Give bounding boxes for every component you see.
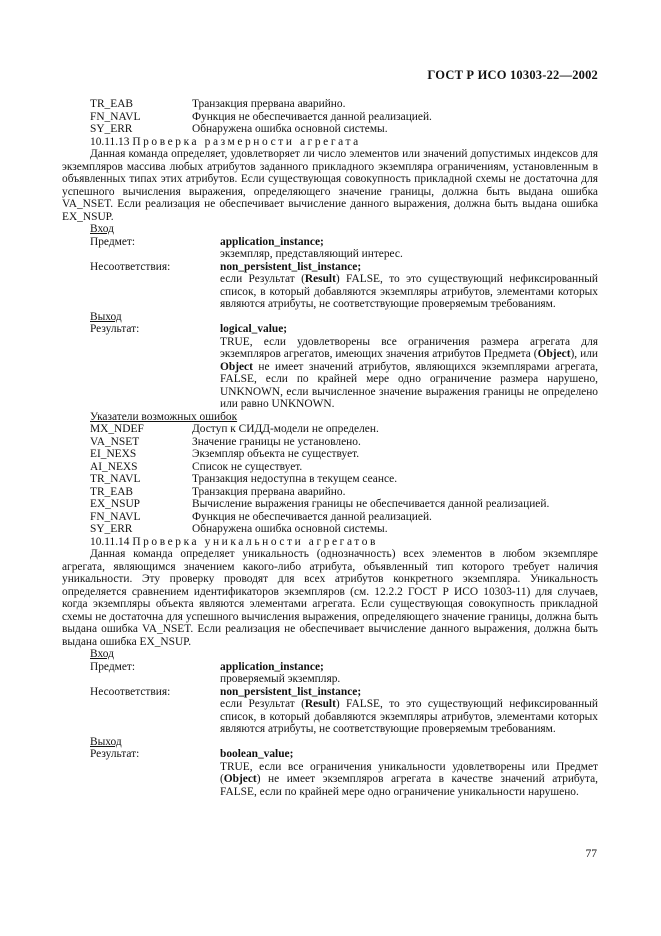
field-desc-part: не имеет значений атрибутов, являющихся экземплярами агрегата, FALSE, если по крайней мере одно ограничение размера нарушено, UNKNOWN, если вычисленное значение выражения границы не определено или равно UNKNOWN. [220, 360, 598, 410]
section-number: 10.11.14 [90, 535, 130, 548]
error-row [62, 123, 598, 136]
error-row [62, 436, 598, 449]
field-label: Результат: [90, 748, 140, 760]
field-desc-part: TRUE, если удовлетворены все ограничения размера агрегата для экземпляров агрегатов, имеющих значения атрибутов Предмета ( [220, 335, 598, 360]
output-label: Выход [90, 735, 122, 748]
output-label: Выход [90, 310, 122, 323]
field-label: Предмет: [90, 235, 136, 248]
section-paragraph: Данная команда определяет уникальность (однозначность) всех элементов в любом экземпляре агрегата, являющимся значением какого-либо атрибута, объявленный тип которого требует наличия уникальности. Эту проверку проводят для всех атрибутов конкретного экземпляра. Уникальность определяется сравнением идентификаторов экземпляров (см. 12.2.2 ГОСТ Р ИСО 10303-11) для случаев, когда экземпляры объекта являются элементами агрегата. Если существующая совокупность прикладной схемы не достаточна для успешного вычисления выражения, определяющего значение границы, должна быть выдана ошибка VA_NSET. Если реализация не обеспечивает вычисление данного выражения, должна быть выдана ошибка EX_NSUP. [62, 548, 598, 648]
error-code: AI_NEXS [90, 460, 138, 473]
noncompliance-field [62, 261, 598, 311]
error-desc: Функция не обеспечивается данной реализацией. [192, 110, 432, 123]
field-type: logical_value; [220, 323, 288, 335]
field-desc-part: ) FALSE, то это существующий нефиксированный список, в который добавляются экземпляры атрибутов, элементами которых являются атрибуты, не соответствующие проверяемым требованиям. [220, 698, 598, 735]
field-label: Несоответствия: [90, 685, 171, 698]
field-label: Предмет: [90, 660, 136, 673]
error-desc: Доступ к СИДД-модели не определен. [192, 423, 379, 435]
field-desc-part: ) не имеет экземпляров агрегата в качестве значений атрибута, FALSE, если по крайней мере одно ограничение уникальности нарушено. [220, 773, 598, 798]
error-row [62, 423, 598, 436]
error-row [62, 461, 598, 474]
field-type: application_instance; [220, 235, 324, 248]
section-heading-10-11-14 [62, 536, 598, 549]
error-desc: Транзакция недоступна в текущем сеансе. [192, 473, 398, 485]
field-desc: проверяемый экземпляр. [220, 673, 341, 685]
error-row [62, 498, 598, 511]
error-code: EI_NEXS [90, 448, 137, 460]
result-keyword: Result [304, 273, 336, 285]
error-desc: Обнаружена ошибка основной системы. [192, 123, 388, 135]
error-desc: Список не существует. [192, 460, 303, 473]
field-type: non_persistent_list_instance; [220, 260, 362, 273]
error-row [62, 473, 598, 486]
error-desc: Обнаружена ошибка основной системы. [192, 523, 388, 535]
input-label: Вход [90, 223, 114, 235]
object-keyword: Object [537, 348, 571, 360]
errors-label: Указатели возможных ошибок [90, 410, 238, 423]
result-field [62, 323, 598, 411]
section-paragraph: Данная команда определяет, удовлетворяет ли число элементов или значений допустимых индексов для экземпляров массива любых атрибутов заданного прикладного экземпляра ограничениям, установленным в объявленных типах этих атрибутов. Если существующая совокупность прикладной схемы не достаточна для успешного вычисления выражения, определяющего значение границы, должна быть выдана ошибка VA_NSET. Если реализация не обеспечивает вычисление данного выражения, должна быть выдана ошибка EX_NSUP. [62, 148, 598, 223]
error-code: TR_NAVL [90, 473, 141, 485]
field-type: boolean_value; [220, 748, 294, 760]
error-code: VA_NSET [90, 435, 140, 448]
error-row [62, 98, 598, 111]
subject-field [62, 661, 598, 686]
error-row [62, 111, 598, 124]
field-desc-part: TRUE, если все ограничения уникальности удовлетворены или Предмет ( [220, 760, 598, 785]
error-row [62, 523, 598, 536]
error-row [62, 486, 598, 499]
field-desc: экземпляр, представляющий интерес. [220, 248, 403, 260]
error-code: SY_ERR [90, 523, 133, 535]
field-label: Результат: [90, 323, 140, 335]
error-code: TR_EAB [90, 98, 134, 110]
error-code: EX_NSUP [90, 498, 141, 510]
page-number: 77 [585, 848, 597, 860]
error-desc: Транзакция прервана аварийно. [192, 485, 346, 498]
error-list [62, 423, 598, 536]
error-list-continued [62, 98, 598, 136]
section-number: 10.11.13 [90, 135, 130, 148]
section-heading-10-11-13 [62, 136, 598, 149]
error-code: TR_EAB [90, 485, 134, 498]
object-keyword: Object [220, 360, 253, 373]
subject-field [62, 236, 598, 261]
section-title: Проверка уникальности агрегатов [132, 535, 379, 548]
error-desc: Экземпляр объекта не существует. [192, 448, 360, 460]
result-field [62, 748, 598, 798]
page-content [62, 98, 598, 798]
section-title: Проверка размерности агрегата [132, 135, 361, 148]
result-keyword: Result [304, 698, 336, 710]
error-code: MX_NDEF [90, 423, 144, 435]
field-desc-part: ), или [570, 348, 598, 360]
field-type: non_persistent_list_instance; [220, 685, 362, 698]
field-desc-part: если Результат ( [220, 273, 305, 285]
error-desc: Транзакция прервана аварийно. [192, 98, 346, 110]
error-code: SY_ERR [90, 123, 133, 135]
error-desc: Функция не обеспечивается данной реализацией. [192, 510, 432, 523]
error-code: FN_NAVL [90, 110, 141, 123]
field-desc-part: если Результат ( [220, 698, 305, 710]
error-row [62, 448, 598, 461]
field-label: Несоответствия: [90, 260, 171, 273]
error-row [62, 511, 598, 524]
field-type: application_instance; [220, 660, 324, 673]
object-keyword: Object [223, 773, 257, 785]
field-desc-part: ) FALSE, то это существующий нефиксированный список, в который добавляются экземпляры атрибутов, элементами которых являются атрибуты, не соответствующие проверяемым требованиям. [220, 273, 598, 310]
input-label: Вход [90, 648, 114, 660]
error-desc: Значение границы не установлено. [192, 435, 361, 448]
noncompliance-field [62, 686, 598, 736]
error-desc: Вычисление выражения границы не обеспечивается данной реализацией. [192, 498, 550, 510]
page-header: ГОСТ Р ИСО 10303-22—2002 [427, 68, 598, 82]
error-code: FN_NAVL [90, 510, 141, 523]
